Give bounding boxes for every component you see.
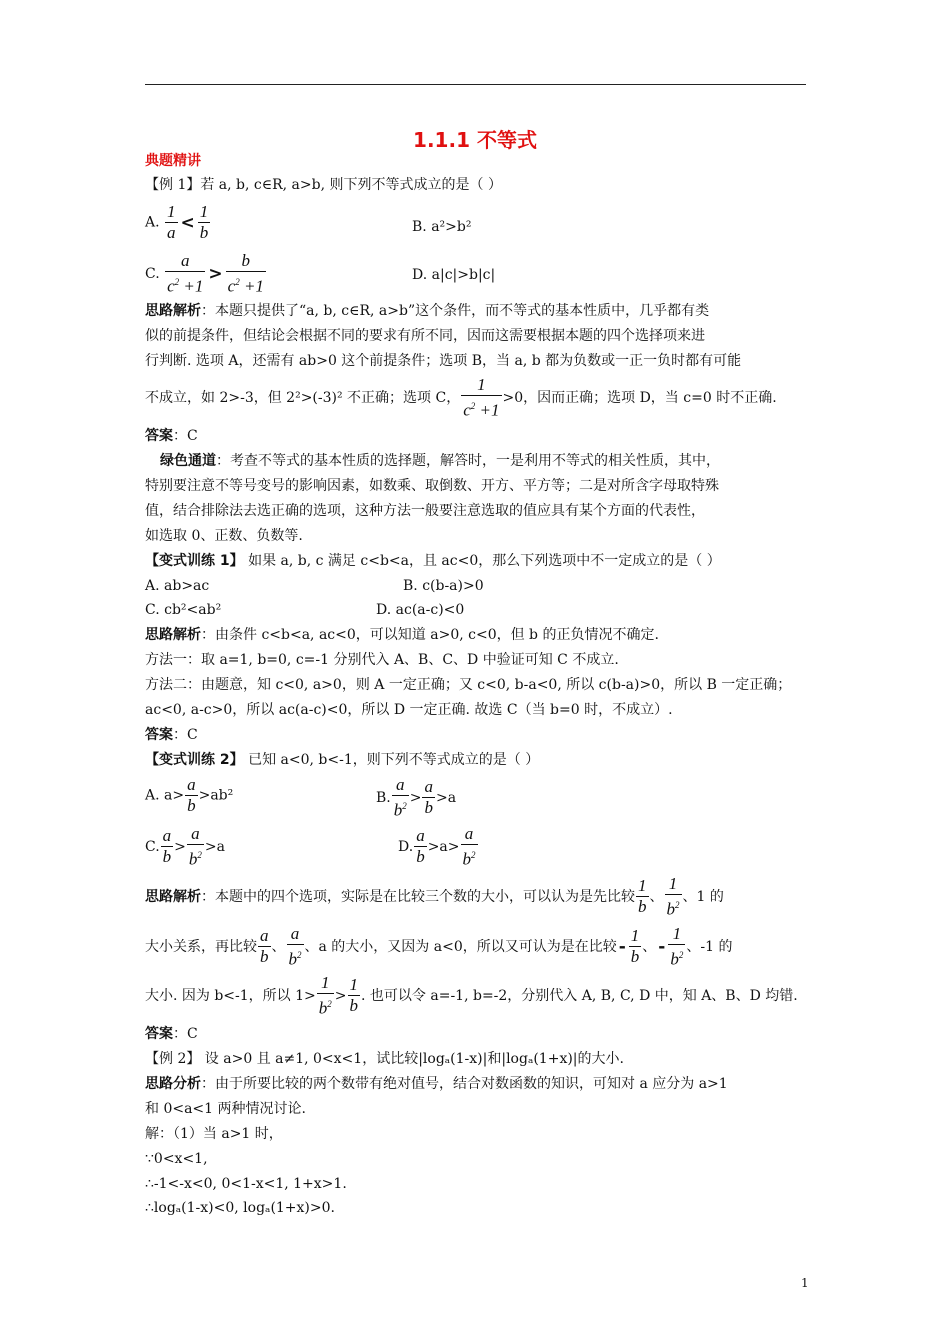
page-title: 1.1.1 不等式 — [413, 128, 537, 152]
ex1-idea-line3: 行判断. 选项 A，还需有 ab>0 这个前提条件；选项 B，当 a, b 都为负数或一正一负时都有可能 — [145, 353, 742, 369]
var2-option-a: A. a> $\frac{a}{b}$ >ab² — [145, 775, 234, 815]
variant1-question: 【变式训练 1】 如果 a, b, c 满足 c<b<a，且 ac<0，那么下列选项中不一定成立的是（ ） — [145, 553, 721, 569]
var2-option-c: C. $\frac{a}{b}$ > $\frac{a}{b^2}$ >a — [145, 824, 225, 869]
ex1-option-c: C. $\frac{a}{c^2 +1}$ > $\frac{b}{c^2 +1}$ — [145, 251, 264, 296]
green-channel-line4: 如选取 0、正数、负数等. — [145, 528, 303, 544]
var2-idea-line2: 大小关系，再比较 $\frac{a}{b}$ 、 $\frac{a}{b^2}$ 、a 的大小，又因为 a<0，所以又可认为是在比较 - $\frac{1}{b}$ 、 - $\frac{1}{b^2}$ 、-1 的 — [145, 924, 733, 969]
var2-answer: 答案：C — [145, 1026, 198, 1042]
ex2-idea-line2: 和 0<a<1 两种情况讨论. — [145, 1101, 306, 1117]
var1-option-a: A. ab>ac — [145, 578, 210, 594]
var1-option-d: D. ac(a-c)<0 — [376, 602, 465, 618]
variant2-question: 【变式训练 2】 已知 a<0, b<-1，则下列不等式成立的是（ ） — [145, 752, 540, 768]
var2-option-d: D. $\frac{a}{b}$ >a> $\frac{a}{b^2}$ — [398, 824, 476, 869]
var1-option-c: C. cb²<ab² — [145, 602, 222, 618]
ex2-solution-line3: ∴-1<-x<0, 0<1-x<1, 1+x>1. — [145, 1176, 347, 1192]
green-channel-line2: 特别要注意不等号变号的影响因素，如数乘、取倒数、开方、平方等；二是对所含字母取特殊 — [145, 478, 719, 494]
var2-idea-line3: 大小. 因为 b<-1，所以 1> $\frac{1}{b^2}$ > $\frac{1}{b}$ . 也可以令 a=-1, b=-2，分别代入 A, B, C, D 中，知 A、B、D 均错. — [145, 973, 798, 1018]
var1-method1: 方法一：取 a=1, b=0, c=-1 分别代入 A、B、C、D 中验证可知 C 不成立. — [145, 652, 619, 668]
green-channel-line1: 绿色通道：考查不等式的基本性质的选择题，解答时，一是利用不等式的相关性质，其中， — [160, 453, 720, 469]
var2-idea-line1: 思路解析：本题中的四个选项，实际是在比较三个数的大小，可以认为是先比较 $\frac{1}{b}$ 、 $\frac{1}{b^2}$ 、1 的 — [145, 874, 724, 919]
page-number: 1 — [801, 1276, 809, 1290]
var2-option-b: B. $\frac{a}{b^2}$ > $\frac{a}{b}$ >a — [376, 775, 457, 820]
var1-answer: 答案：C — [145, 727, 198, 743]
ex1-option-a: A. $\frac{1}{a}$ < $\frac{1}{b}$ — [145, 202, 209, 242]
var1-idea: 思路解析：由条件 c<b<a, ac<0，可以知道 a>0, c<0，但 b 的正负情况不确定. — [145, 627, 659, 643]
var1-option-b: B. c(b-a)>0 — [403, 578, 484, 594]
var1-method2-cont: ac<0, a-c>0，所以 ac(a-c)<0，所以 D 一定正确. 故选 C（当 b=0 时，不成立）. — [145, 702, 673, 718]
ex2-solution-line2: ∵0<x<1, — [145, 1151, 208, 1167]
var1-method2: 方法二：由题意，知 c<0, a>0，则 A 一定正确；又 c<0, b-a<0, 所以 c(b-a)>0，所以 B 一定正确； — [145, 677, 792, 693]
ex1-option-d: D. a|c|>b|c| — [412, 267, 496, 283]
section-heading: 典题精讲 — [145, 153, 201, 169]
ex1-idea-line1: 思路解析：本题只提供了“a, b, c∈R, a>b”这个条件，而不等式的基本性质中，几乎都有类 — [145, 303, 710, 319]
ex2-solution-line4: ∴logₐ(1-x)<0, logₐ(1+x)>0. — [145, 1200, 335, 1216]
ex1-answer: 答案：C — [145, 428, 198, 444]
example2-question: 【例 2】 设 a>0 且 a≠1, 0<x<1，试比较|logₐ(1-x)|和|logₐ(1+x)|的大小. — [145, 1051, 624, 1067]
ex2-solution-line1: 解：（1）当 a>1 时， — [145, 1126, 283, 1142]
example1-question: 【例 1】若 a, b, c∈R, a>b, 则下列不等式成立的是（ ） — [145, 177, 502, 193]
ex1-idea-line4: 不成立，如 2>-3，但 2²>(-3)² 不正确；选项 C， $\frac{1}{c^2 +1}$ >0，因而正确；选项 D，当 c=0 时不正确. — [145, 375, 777, 420]
ex1-idea-line2: 似的前提条件，但结论会根据不同的要求有所不同，因而这需要根据本题的四个选择项来进 — [145, 328, 705, 344]
header-rule — [145, 84, 806, 85]
ex2-idea-line1: 思路分析：由于所要比较的两个数带有绝对值号，结合对数函数的知识，可知对 a 应分为 a>1 — [145, 1076, 728, 1092]
green-channel-line3: 值，结合排除法去选正确的选项，这种方法一般要注意选取的值应具有某个方面的代表性， — [145, 503, 705, 519]
ex1-option-b: B. a²>b² — [412, 219, 472, 235]
